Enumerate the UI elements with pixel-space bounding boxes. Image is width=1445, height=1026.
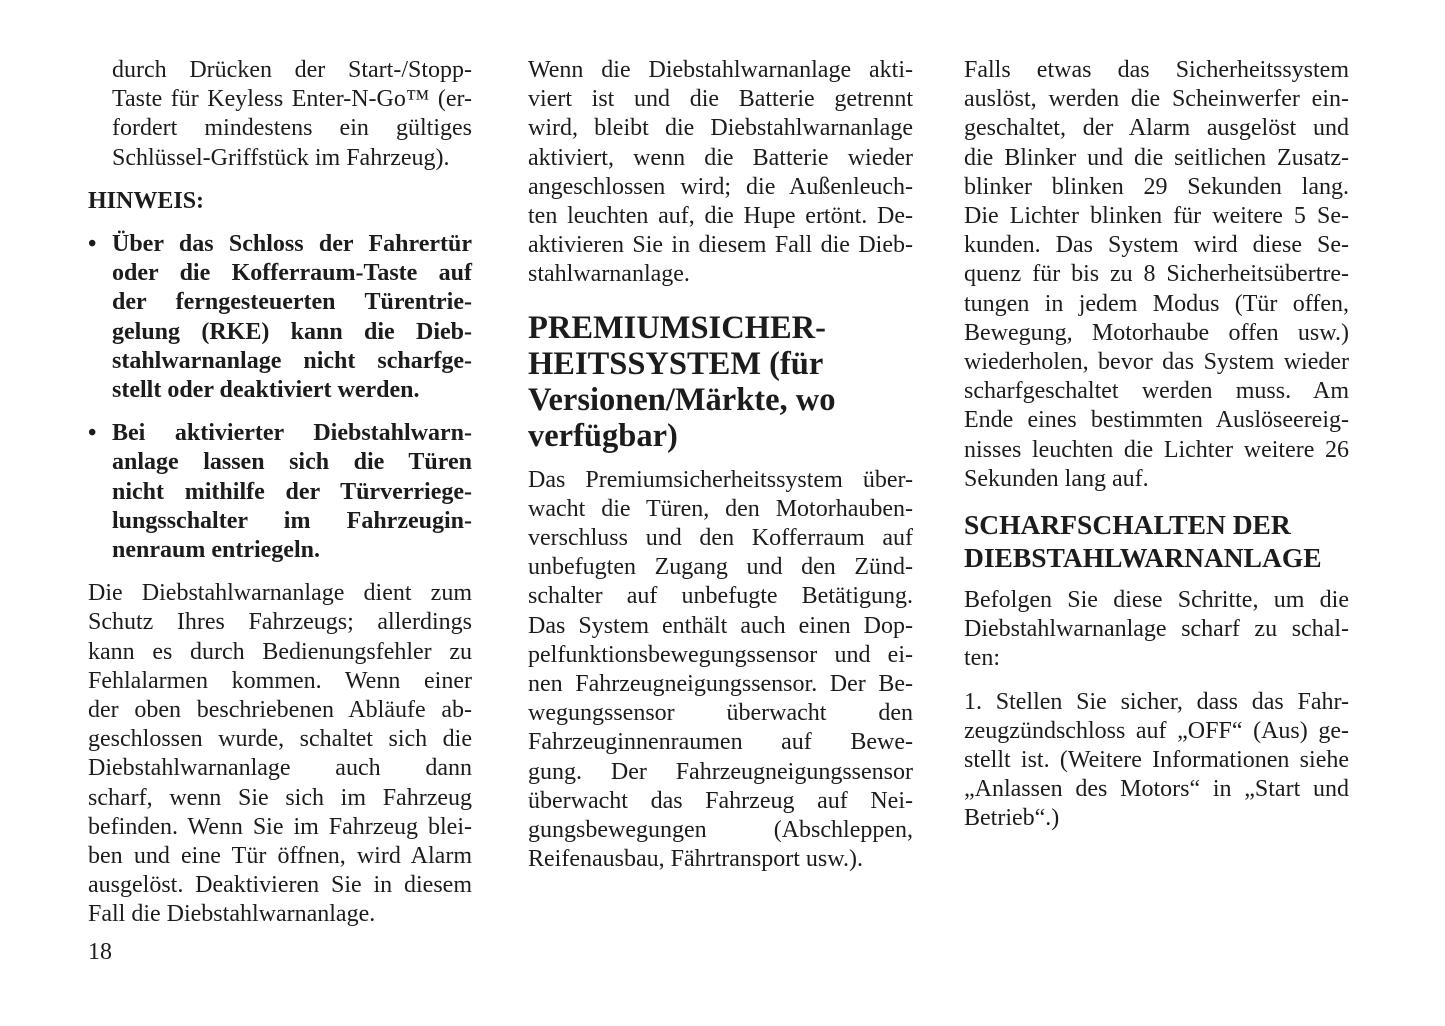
- text-line: Fall die Diebstahlwarnanlage.: [88, 901, 376, 928]
- text-line: die Blinker und die seitlichen Zusatz-: [964, 144, 1349, 171]
- text-line: der oben beschriebenen Abläufe ab-: [88, 697, 472, 724]
- body-paragraph: [964, 56, 1349, 494]
- text-line: befinden. Wenn Sie im Fahrzeug blei-: [88, 813, 472, 840]
- text-line: angeschlossen wird; die Außenleuch-: [528, 173, 913, 200]
- text-line: der ferngesteuerten Türentrie-: [112, 289, 472, 316]
- heading-line: Versionen/Märkte, wo: [528, 381, 836, 418]
- heading-line: verfügbar): [528, 417, 678, 454]
- page-number: 18: [88, 939, 112, 965]
- note-heading: HINWEIS:: [88, 187, 205, 214]
- column-middle: [528, 56, 913, 874]
- text-line: stellt ist. (Weitere Informationen siehe: [964, 747, 1349, 774]
- text-line: nisses leuchten die Lichter weitere 26: [964, 436, 1349, 463]
- text-line: Fehlalarmen kommen. Wenn einer: [88, 667, 472, 694]
- body-paragraph: [964, 586, 1349, 674]
- heading-line: DIEBSTAHLWARNANLAGE: [964, 542, 1322, 574]
- text-line: Schlüssel-Griffstück im Fahrzeug).: [112, 144, 450, 171]
- text-line: unbefugten Zugang und den Zünd-: [528, 554, 913, 581]
- text-line: Befolgen Sie diese Schritte, um die: [964, 587, 1349, 614]
- text-line: anlage lassen sich die Türen: [112, 449, 472, 476]
- text-line: Falls etwas das Sicherheitssystem: [964, 57, 1349, 83]
- text-line: Ende eines bestimmten Auslöseereig-: [964, 407, 1349, 434]
- step-item: [964, 688, 1349, 834]
- text-line: nen Fahrzeugneigungssensor. Der Be-: [528, 671, 913, 698]
- text-line: stahlwarnanlage nicht scharfge-: [112, 347, 472, 374]
- text-line: 1. Stellen Sie sicher, dass das Fahr-: [964, 688, 1349, 715]
- column-left: [88, 56, 472, 930]
- text-line: Reifenausbau, Fährtransport usw.).: [528, 846, 864, 873]
- text-line: geschaltet, der Alarm ausgelöst und: [964, 115, 1349, 142]
- text-line: Das System enthält auch einen Dop-: [528, 612, 913, 639]
- text-line: schalter auf unbefugte Betätigung.: [528, 583, 913, 610]
- note-bullet-item: [88, 419, 472, 565]
- text-line: Bewegung, Motorhaube offen usw.): [964, 319, 1349, 346]
- text-line: ten:: [964, 645, 1000, 672]
- text-line: Betrieb“.): [964, 805, 1060, 832]
- text-line: Fahrzeuginnenraumen auf Bewe-: [528, 729, 913, 756]
- text-line: Sekunden lang auf.: [964, 465, 1149, 492]
- text-line: wegungssensor überwacht den: [528, 700, 913, 727]
- text-line: Die Diebstahlwarnanlage dient zum: [88, 580, 472, 607]
- note-bullet-item: [88, 230, 472, 405]
- text-line: Das Premiumsicherheitssystem über-: [528, 466, 913, 493]
- heading-line: PREMIUMSICHER-: [528, 309, 826, 346]
- text-line: überwacht das Fahrzeug auf Nei-: [528, 787, 913, 814]
- section-heading: [964, 508, 1349, 574]
- text-line: Die Lichter blinken für weitere 5 Se-: [964, 203, 1349, 230]
- text-line: durch Drücken der Start-/Stopp-: [112, 57, 472, 83]
- text-line: auslöst, werden die Scheinwerfer ein-: [964, 86, 1349, 113]
- text-line: kann es durch Bedienungsfehler zu: [88, 638, 472, 665]
- text-line: scharf, wenn Sie sich im Fahrzeug: [88, 784, 472, 811]
- text-line: Wenn die Diebstahlwarnanlage akti-: [528, 57, 913, 83]
- text-line: nicht mithilfe der Türverriege-: [112, 478, 472, 505]
- body-paragraph: [88, 579, 472, 929]
- text-line: geschlossen wurde, schaltet sich die: [88, 726, 472, 753]
- text-line: ausgelöst. Deaktivieren Sie in diesem: [88, 872, 472, 899]
- text-line: tungen in jedem Modus (Tür offen,: [964, 290, 1349, 317]
- text-line: viert ist und die Batterie getrennt: [528, 86, 913, 113]
- text-line: Diebstahlwarnanlage scharf zu schal-: [964, 616, 1349, 643]
- text-line: fordert mindestens ein gültiges: [112, 115, 472, 142]
- text-line: verschluss und den Kofferraum auf: [528, 525, 913, 552]
- text-line: ben und eine Tür öffnen, wird Alarm: [88, 843, 472, 870]
- intro-text: [88, 56, 472, 173]
- text-line: Taste für Keyless Enter-N-Go™ (er-: [112, 86, 472, 113]
- text-line: stahlwarnanlage.: [528, 261, 690, 288]
- text-line: wiederholen, bevor das System wieder: [964, 349, 1349, 376]
- text-line: wird, bleibt die Diebstahlwarnanlage: [528, 115, 913, 142]
- text-line: oder die Kofferraum-Taste auf: [112, 260, 472, 287]
- text-line: Über das Schloss der Fahrertür: [112, 231, 472, 258]
- text-line: stellt oder deaktiviert werden.: [112, 377, 420, 404]
- text-line: „Anlassen des Motors“ in „Start und: [964, 776, 1349, 803]
- body-paragraph: [528, 466, 913, 875]
- text-line: pelfunktionsbewegungssensor und ei-: [528, 641, 913, 668]
- text-line: wacht die Türen, den Motorhauben-: [528, 495, 913, 522]
- text-line: gung. Der Fahrzeugneigungssensor: [528, 758, 913, 785]
- heading-line: SCHARFSCHALTEN DER: [964, 509, 1291, 541]
- text-line: ten leuchten auf, die Hupe ertönt. De-: [528, 203, 913, 230]
- text-line: Diebstahlwarnanlage auch dann: [88, 755, 472, 782]
- text-line: gungsbewegungen (Abschleppen,: [528, 817, 913, 844]
- bullet-icon: •: [88, 231, 97, 258]
- text-line: blinker blinken 29 Sekunden lang.: [964, 173, 1349, 200]
- text-line: aktiviert, wenn die Batterie wieder: [528, 144, 913, 171]
- text-line: aktivieren Sie in diesem Fall die Dieb-: [528, 232, 913, 259]
- text-line: nenraum entriegeln.: [112, 537, 320, 564]
- bullet-icon: •: [88, 420, 97, 447]
- text-line: zeugzündschloss auf „OFF“ (Aus) ge-: [964, 717, 1349, 744]
- column-right: [964, 56, 1349, 834]
- text-line: scharfgeschaltet werden muss. Am: [964, 378, 1349, 405]
- text-line: Bei aktivierter Diebstahlwarn-: [112, 420, 472, 447]
- body-paragraph: [528, 56, 913, 290]
- note-bullet-list: [88, 230, 472, 565]
- heading-line: HEITSSYSTEM (für: [528, 345, 824, 382]
- section-heading: [528, 310, 913, 454]
- text-line: gelung (RKE) kann die Dieb-: [112, 318, 472, 345]
- text-line: kunden. Das System wird diese Se-: [964, 232, 1349, 259]
- text-line: lungsschalter im Fahrzeugin-: [112, 507, 472, 534]
- text-line: Schutz Ihres Fahrzeugs; allerdings: [88, 609, 472, 636]
- text-line: quenz für bis zu 8 Sicherheitsübertre-: [964, 261, 1349, 288]
